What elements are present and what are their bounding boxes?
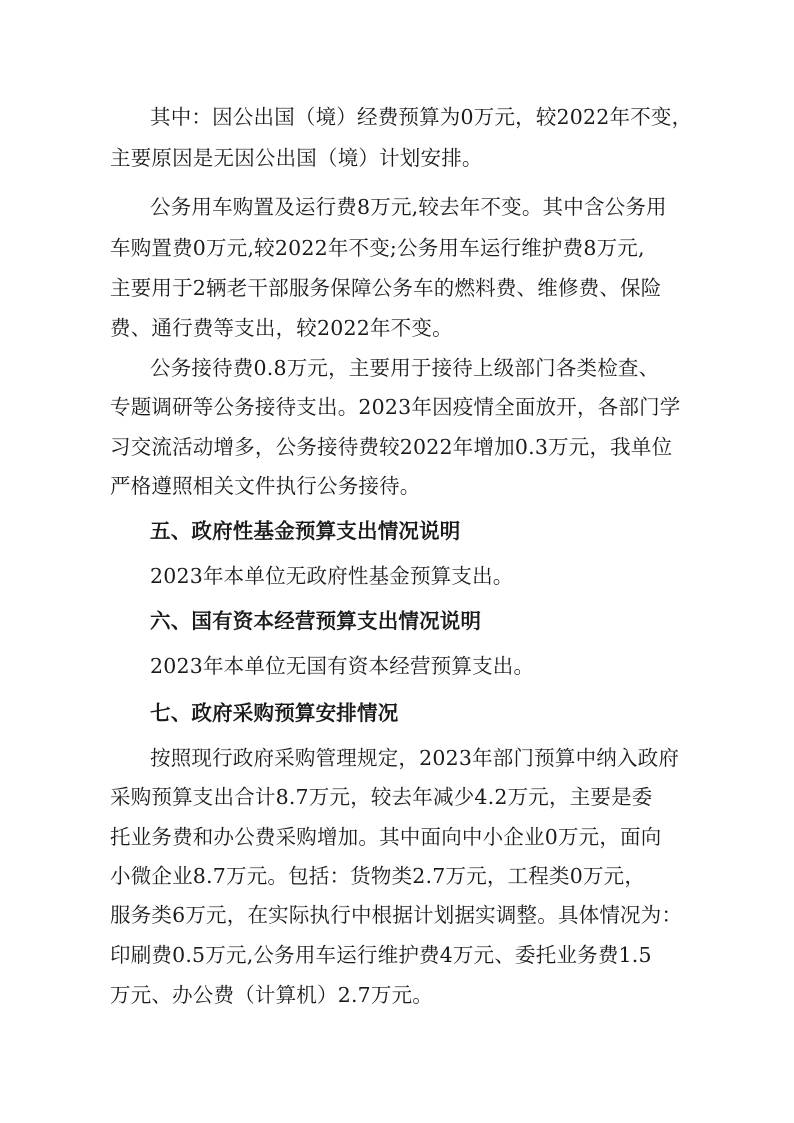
paragraph-line: 公务接待费0.8万元，主要用于接待上级部门各类检查、 (150, 356, 660, 380)
section-heading: 五、政府性基金预算支出情况说明 (150, 519, 461, 543)
paragraph-line: 万元、办公费（计算机）2.7万元。 (110, 983, 434, 1007)
section-heading: 七、政府采购预算安排情况 (150, 701, 399, 725)
section-heading: 六、国有资本经营预算支出情况说明 (150, 609, 482, 633)
paragraph-line: 车购置费0万元,较2022年不变;公务用车运行维护费8万元, (110, 236, 645, 260)
paragraph-line: 专题调研等公务接待支出。2023年因疫情全面放开，各部门学 (110, 395, 681, 419)
paragraph-line: 严格遵照相关文件执行公务接待。 (110, 474, 421, 498)
paragraph-line: 习交流活动增多，公务接待费较2022年增加0.3万元，我单位 (110, 435, 673, 459)
paragraph-line: 采购预算支出合计8.7万元，较去年减少4.2万元，主要是委 (110, 785, 653, 809)
paragraph-line: 费、通行费等支出，较2022年不变。 (110, 316, 453, 340)
paragraph-line: 印刷费0.5万元,公务用车运行维护费4万元、委托业务费1.5 (110, 943, 652, 967)
paragraph-line: 公务用车购置及运行费8万元,较去年不变。其中含公务用 (150, 195, 667, 219)
paragraph-line: 服务类6万元，在实际执行中根据计划据实调整。具体情况为： (110, 903, 683, 927)
paragraph-line: 小微企业8.7万元。包括：货物类2.7万元，工程类0万元， (110, 864, 646, 888)
paragraph-line: 主要原因是无因公出国（境）计划安排。 (110, 146, 483, 170)
paragraph-line: 其中：因公出国（境）经费预算为0万元，较2022年不变， (150, 105, 693, 129)
paragraph-line: 2023年本单位无政府性基金预算支出。 (150, 564, 514, 588)
paragraph-line: 按照现行政府采购管理规定，2023年部门预算中纳入政府 (150, 746, 680, 770)
paragraph-line: 主要用于2辆老干部服务保障公务车的燃料费、维修费、保险 (110, 276, 662, 300)
paragraph-line: 2023年本单位无国有资本经营预算支出。 (150, 654, 535, 678)
paragraph-line: 托业务费和办公费采购增加。其中面向中小企业0万元，面向 (110, 825, 662, 849)
